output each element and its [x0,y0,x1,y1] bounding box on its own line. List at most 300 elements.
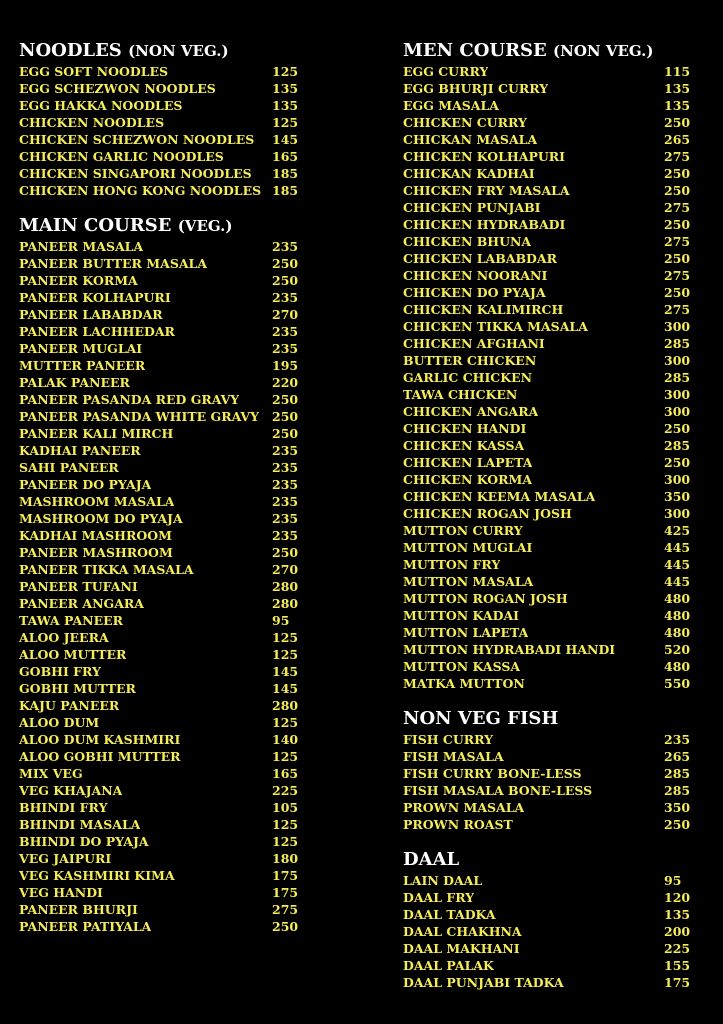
item-price: 235 [272,443,299,458]
item-name: CHICKEN DO PYAJA [403,285,546,300]
menu-item [19,527,302,544]
item-price: 235 [272,324,299,339]
item-name: EGG MASALA [403,98,499,113]
menu-item [403,454,691,471]
item-name: ALOO MUTTER [19,647,127,662]
menu-item [403,799,691,816]
menu-item [19,544,302,561]
menu-item [403,437,691,454]
item-price: 120 [664,890,691,905]
menu-item [19,697,302,714]
menu-item [19,646,302,663]
section-title: MEN COURSE [403,40,547,61]
menu-item [19,80,302,97]
menu-item [19,884,302,901]
item-price: 135 [664,907,691,922]
item-price: 235 [272,511,299,526]
item-name: DAAL TADKA [403,907,496,922]
item-name: CHICKEN ROGAN JOSH [403,506,572,521]
item-price: 115 [664,64,691,79]
menu-item [19,391,302,408]
item-price: 520 [664,642,691,657]
left-column [19,40,309,951]
item-name: CHICKEN PUNJABI [403,200,541,215]
menu-item [19,323,302,340]
item-name: VEG KHAJANA [19,783,123,798]
item-price: 445 [664,557,691,572]
menu-item [19,663,302,680]
menu-item [403,923,691,940]
item-name: CHICKEN KOLHAPURI [403,149,565,164]
item-price: 270 [272,562,299,577]
section-heading [19,40,309,62]
menu-item [403,335,691,352]
item-name: PANEER KOLHAPURI [19,290,171,305]
item-name: CHICKEN KALIMIRCH [403,302,564,317]
item-price: 275 [272,902,299,917]
item-price: 95 [272,613,290,628]
item-price: 350 [664,800,691,815]
menu-item [403,233,691,250]
item-name: MUTTON KASSA [403,659,521,674]
item-price: 180 [272,851,299,866]
item-name: CHICKEN AFGHANI [403,336,545,351]
section-heading [19,215,309,237]
menu-item [19,850,302,867]
item-price: 165 [272,149,299,164]
item-price: 125 [272,834,299,849]
item-price: 250 [272,409,299,424]
item-name: CHICKEN HONG KONG NOODLES [19,183,262,198]
item-price: 250 [272,273,299,288]
item-price: 135 [272,81,299,96]
item-name: FISH MASALA [403,749,504,764]
item-price: 155 [664,958,691,973]
menu-item [403,974,691,991]
item-price: 235 [272,477,299,492]
item-name: MASHROOM MASALA [19,494,175,509]
item-price: 250 [272,545,299,560]
section-subtitle: (NON VEG.) [128,42,229,60]
menu-section-noodles [19,40,309,199]
item-price: 285 [664,783,691,798]
item-name: CHICKEN HYDRABADI [403,217,566,232]
menu-item [403,906,691,923]
item-price: 275 [664,234,691,249]
section-heading [403,708,703,730]
item-name: GARLIC CHICKEN [403,370,533,385]
section-title: DAAL [403,849,460,870]
item-name: DAAL MAKHANI [403,941,520,956]
item-name: CHICKEN LABABDAR [403,251,557,266]
menu-item [403,352,691,369]
menu-item [19,714,302,731]
item-price: 350 [664,489,691,504]
menu-item [403,957,691,974]
item-price: 195 [272,358,299,373]
menu-item [403,731,691,748]
item-price: 220 [272,375,299,390]
item-name: CHICKEN SINGAPORI NOODLES [19,166,252,181]
item-name: PANEER BUTTER MASALA [19,256,208,271]
item-price: 175 [664,975,691,990]
item-price: 250 [664,421,691,436]
item-name: FISH CURRY [403,732,494,747]
item-name: SAHI PANEER [19,460,119,475]
item-name: PROWN MASALA [403,800,525,815]
item-name: PANEER LABABDAR [19,307,163,322]
item-name: PANEER MASALA [19,239,144,254]
menu-item [403,624,691,641]
item-price: 250 [664,251,691,266]
menu-item [19,148,302,165]
item-name: CHICKEN GARLIC NOODLES [19,149,224,164]
item-name: CHICKEN TIKKA MASALA [403,319,588,334]
menu-item [19,131,302,148]
item-price: 425 [664,523,691,538]
item-price: 140 [272,732,299,747]
item-name: MUTTON FRY [403,557,501,572]
item-price: 285 [664,336,691,351]
item-price: 265 [664,132,691,147]
menu-item [19,867,302,884]
item-price: 275 [664,200,691,215]
menu-item [403,114,691,131]
item-name: EGG CURRY [403,64,489,79]
item-name: MUTTER PANEER [19,358,146,373]
item-name: KADHAI PANEER [19,443,141,458]
item-price: 280 [272,596,299,611]
menu-item [19,306,302,323]
item-name: TAWA CHICKEN [403,387,518,402]
item-name: MUTTON KADAI [403,608,520,623]
menu-item [19,629,302,646]
item-price: 235 [272,290,299,305]
menu-item [403,318,691,335]
item-price: 250 [664,817,691,832]
menu-item [19,901,302,918]
item-name: CHICKEN SCHEZWON NOODLES [19,132,255,147]
item-price: 185 [272,183,299,198]
menu-item [19,63,302,80]
item-price: 275 [664,302,691,317]
menu-item [403,782,691,799]
item-price: 550 [664,676,691,691]
item-name: MUTTON ROGAN JOSH [403,591,568,606]
menu-item [19,493,302,510]
item-price: 185 [272,166,299,181]
menu-item [19,408,302,425]
item-name: MUTTON MASALA [403,574,534,589]
item-price: 300 [664,506,691,521]
item-name: BHINDI MASALA [19,817,141,832]
item-price: 445 [664,540,691,555]
item-name: VEG HANDI [19,885,103,900]
menu-item [403,816,691,833]
menu-item [403,573,691,590]
item-name: VEG KASHMIRI KIMA [19,868,175,883]
section-title: NON VEG FISH [403,708,559,729]
menu-item [403,641,691,658]
item-name: CHICKEN ANGARA [403,404,539,419]
item-price: 135 [664,98,691,113]
item-name: ALOO JEERA [19,630,109,645]
menu-item [403,765,691,782]
item-name: CHICKEN KORMA [403,472,533,487]
item-name: PANEER MASHROOM [19,545,173,560]
item-name: PANEER BHURJI [19,902,138,917]
item-price: 250 [664,217,691,232]
item-name: DAAL CHAKHNA [403,924,522,939]
menu-item [403,607,691,624]
menu-item [403,97,691,114]
menu-item [403,872,688,889]
item-price: 285 [664,438,691,453]
item-price: 285 [664,370,691,385]
right-column [403,40,703,1007]
item-name: PANEER TUFANI [19,579,138,594]
menu-item [19,165,302,182]
item-price: 300 [664,387,691,402]
item-name: PANEER KORMA [19,273,138,288]
menu-item [19,782,302,799]
menu-item [19,476,302,493]
item-price: 165 [272,766,299,781]
menu-item [403,748,691,765]
item-price: 480 [664,591,691,606]
menu-item [403,675,691,692]
item-price: 235 [272,528,299,543]
item-price: 105 [272,800,299,815]
item-name: KADHAI MASHROOM [19,528,172,543]
menu-item [19,442,302,459]
item-name: GOBHI FRY [19,664,101,679]
menu-item [403,182,691,199]
menu-item [19,114,302,131]
menu-item [19,340,302,357]
section-subtitle: (VEG.) [177,217,233,235]
item-name: PANEER LACHHEDAR [19,324,175,339]
item-name: PANEER ANGARA [19,596,144,611]
item-price: 225 [664,941,691,956]
item-name: CHICKAN MASALA [403,132,538,147]
item-price: 275 [664,268,691,283]
menu-item [19,374,302,391]
item-name: PANEER DO PYAJA [19,477,152,492]
menu-item [19,238,302,255]
menu-item [403,63,691,80]
item-price: 250 [272,256,299,271]
item-name: ALOO DUM [19,715,100,730]
item-price: 250 [272,392,299,407]
menu-section-daal [403,849,703,991]
item-price: 125 [272,630,299,645]
item-name: PANEER KALI MIRCH [19,426,174,441]
menu-item [403,80,691,97]
menu-item [19,748,302,765]
item-name: EGG HAKKA NOODLES [19,98,183,113]
item-price: 235 [664,732,691,747]
item-price: 280 [272,579,299,594]
item-name: FISH MASALA BONE-LESS [403,783,593,798]
item-price: 125 [272,749,299,764]
menu-item [403,131,691,148]
item-name: PANEER PATIYALA [19,919,152,934]
menu-item [403,539,691,556]
item-price: 200 [664,924,691,939]
item-price: 480 [664,659,691,674]
item-name: DAAL FRY [403,890,475,905]
menu-item [403,199,691,216]
item-name: DAAL PUNJABI TADKA [403,975,564,990]
menu-item [403,267,691,284]
item-price: 125 [272,64,299,79]
item-price: 265 [664,749,691,764]
menu-item [403,471,691,488]
menu-item [403,420,691,437]
menu-item [19,799,302,816]
menu-item [403,369,691,386]
menu-item [403,216,691,233]
item-price: 250 [664,115,691,130]
item-name: CHICKAN KADHAI [403,166,535,181]
menu-item [403,889,691,906]
item-price: 250 [664,183,691,198]
item-price: 145 [272,681,299,696]
item-price: 145 [272,132,299,147]
menu-item [19,578,302,595]
item-price: 145 [272,664,299,679]
item-name: DAAL PALAK [403,958,494,973]
menu-item [403,556,691,573]
section-heading [403,40,703,62]
item-price: 480 [664,625,691,640]
item-name: CHICKEN FRY MASALA [403,183,570,198]
menu-item [403,590,691,607]
item-name: GOBHI MUTTER [19,681,136,696]
menu-item [19,833,302,850]
item-price: 235 [272,460,299,475]
menu-item [19,680,302,697]
menu-item [403,940,691,957]
menu-item [403,505,691,522]
item-name: PANEER MUGLAI [19,341,143,356]
item-name: PALAK PANEER [19,375,130,390]
item-name: PANEER PASANDA RED GRAVY [19,392,240,407]
item-price: 125 [272,817,299,832]
menu-item [403,148,691,165]
item-name: VEG JAIPURI [19,851,112,866]
item-name: ALOO DUM KASHMIRI [19,732,181,747]
menu-item [19,459,302,476]
menu-item [19,561,302,578]
menu-item [19,595,302,612]
menu-section-non-veg-fish [403,708,703,833]
item-price: 300 [664,319,691,334]
item-name: KAJU PANEER [19,698,120,713]
item-name: LAIN DAAL [403,873,483,888]
item-name: EGG SCHEZWON NOODLES [19,81,216,96]
item-price: 270 [272,307,299,322]
item-name: PANEER TIKKA MASALA [19,562,194,577]
menu-item [403,250,691,267]
item-name: BUTTER CHICKEN [403,353,537,368]
item-price: 275 [664,149,691,164]
item-price: 175 [272,885,299,900]
item-price: 445 [664,574,691,589]
item-name: BHINDI DO PYAJA [19,834,149,849]
item-price: 300 [664,353,691,368]
item-name: MATKA MUTTON [403,676,525,691]
menu-item [403,522,691,539]
menu-item [403,386,691,403]
item-price: 285 [664,766,691,781]
item-price: 300 [664,404,691,419]
item-name: ALOO GOBHI MUTTER [19,749,181,764]
item-price: 175 [272,868,299,883]
item-price: 135 [664,81,691,96]
item-name: MUTTON HYDRABADI HANDI [403,642,616,657]
item-name: PANEER PASANDA WHITE GRAVY [19,409,259,424]
item-price: 235 [272,494,299,509]
menu-item [403,488,691,505]
item-name: MUTTON MUGLAI [403,540,533,555]
item-price: 300 [664,472,691,487]
menu-section-main-course [19,215,309,935]
item-name: CHICKEN KASSA [403,438,525,453]
menu-item [19,357,302,374]
menu-item [403,165,691,182]
item-price: 135 [272,98,299,113]
item-name: EGG BHURJI CURRY [403,81,549,96]
item-price: 125 [272,647,299,662]
menu-item [403,301,691,318]
item-name: MUTTON LAPETA [403,625,529,640]
menu-item [19,255,302,272]
menu-item [403,403,691,420]
item-name: MUTTON CURRY [403,523,523,538]
section-heading [403,849,703,871]
menu-item [19,510,302,527]
menu-item [19,97,302,114]
item-name: CHICKEN LAPETA [403,455,533,470]
menu-item [19,272,302,289]
menu-item [19,918,302,935]
menu-item [19,289,302,306]
item-name: CHICKEN NOORANI [403,268,548,283]
item-price: 225 [272,783,299,798]
item-name: PROWN ROAST [403,817,513,832]
menu-item [19,731,302,748]
item-name: MIX VEG [19,766,83,781]
item-name: CHICKEN CURRY [403,115,527,130]
item-price: 250 [664,166,691,181]
item-name: FISH CURRY BONE-LESS [403,766,582,781]
menu-item [403,658,691,675]
item-price: 235 [272,341,299,356]
section-title: NOODLES [19,40,122,61]
menu-item [19,425,302,442]
item-price: 250 [272,919,299,934]
menu-item [19,612,302,629]
menu-item [19,765,302,782]
section-title: MAIN COURSE [19,215,172,236]
item-name: EGG SOFT NOODLES [19,64,169,79]
item-name: CHICKEN HANDI [403,421,527,436]
menu-item [19,182,302,199]
item-name: CHICKEN BHUNA [403,234,532,249]
item-name: MASHROOM DO PYAJA [19,511,183,526]
